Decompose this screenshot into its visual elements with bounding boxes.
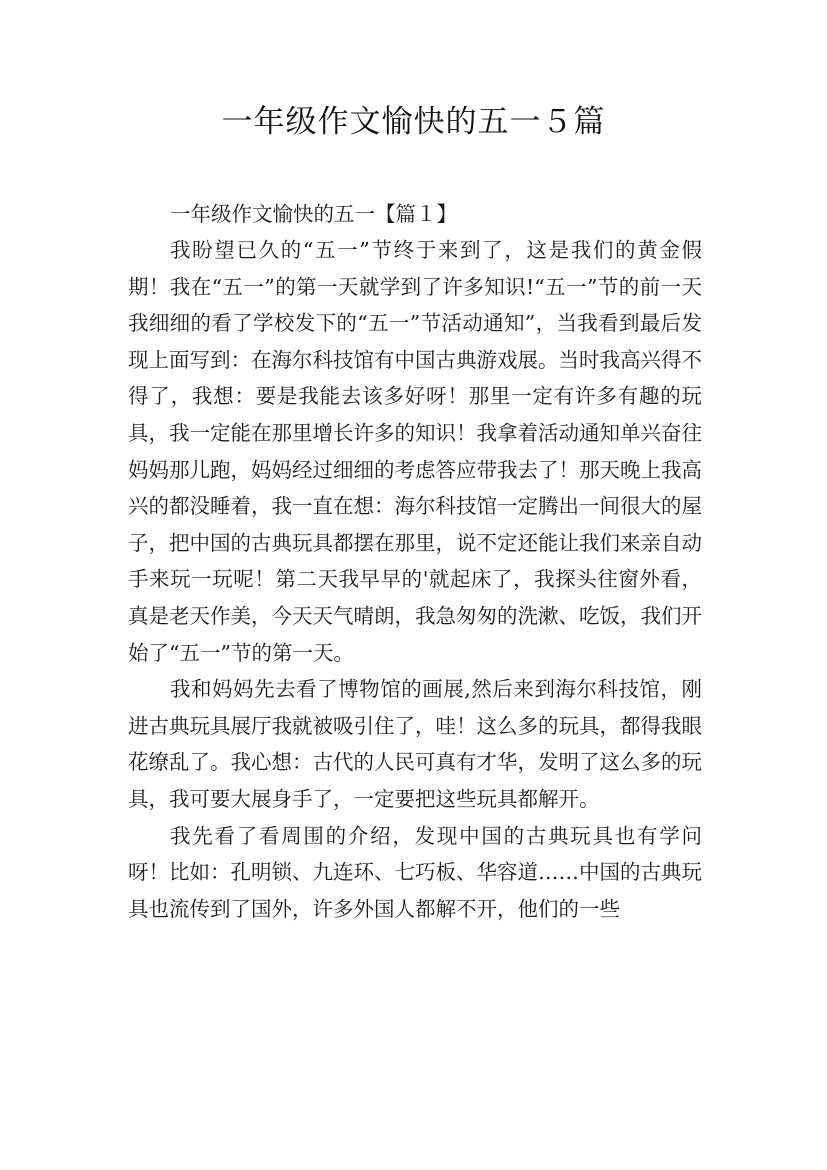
paragraph-2: 我和妈妈先去看了博物馆的画展,然后来到海尔科技馆，刚进古典玩具展厅我就被吸引住了，哇！这么多的玩具，都得我眼花缭乱了。我心想：古代的人民可真有才华，发明了这么多的玩具，我可要大展身手了，一定要把这些玩具都解开。 — [128, 677, 702, 811]
paragraph-1: 我盼望已久的“五一”节终于来到了，这是我们的黄金假期！我在“五一”的第一天就学到了许多知识!“五一”节的前一天我细细的看了学校发下的“五一”节活动通知”，当我看到最后发现上面写到：在海尔科技馆有中国古典游戏展。当时我高兴得不得了，我想：要是我能去该多好呀！那里一定有许多有趣的玩具，我一定能在那里增长许多的知识！我拿着活动通知单兴奋往妈妈那儿跑，妈妈经过细细的考虑答应带我去了！那天晚上我高兴的都没睡着，我一直在想：海尔科技馆一定腾出一间很大的屋子，把中国的古典玩具都摆在那里，说不定还能让我们来亲自动手来玩一玩呢！第二天我早早的'就起床了，我探头往窗外看，真是老天作美，今天天气晴朗，我急匆匆的洗漱、吃饭，我们开始了“五一”节的第一天。 — [128, 238, 702, 665]
section-heading: 一年级作文愉快的五一【篇１】 — [170, 202, 457, 226]
paragraph-3: 我先看了看周围的介绍，发现中国的古典玩具也有学问呀！比如：孔明锁、九连环、七巧板、华容道……中国的古典玩具也流传到了国外，许多外国人都解不开，他们的一些 — [128, 823, 702, 921]
document-body — [128, 196, 702, 927]
document-title: 一年级作文愉快的五一５篇 — [221, 104, 606, 140]
